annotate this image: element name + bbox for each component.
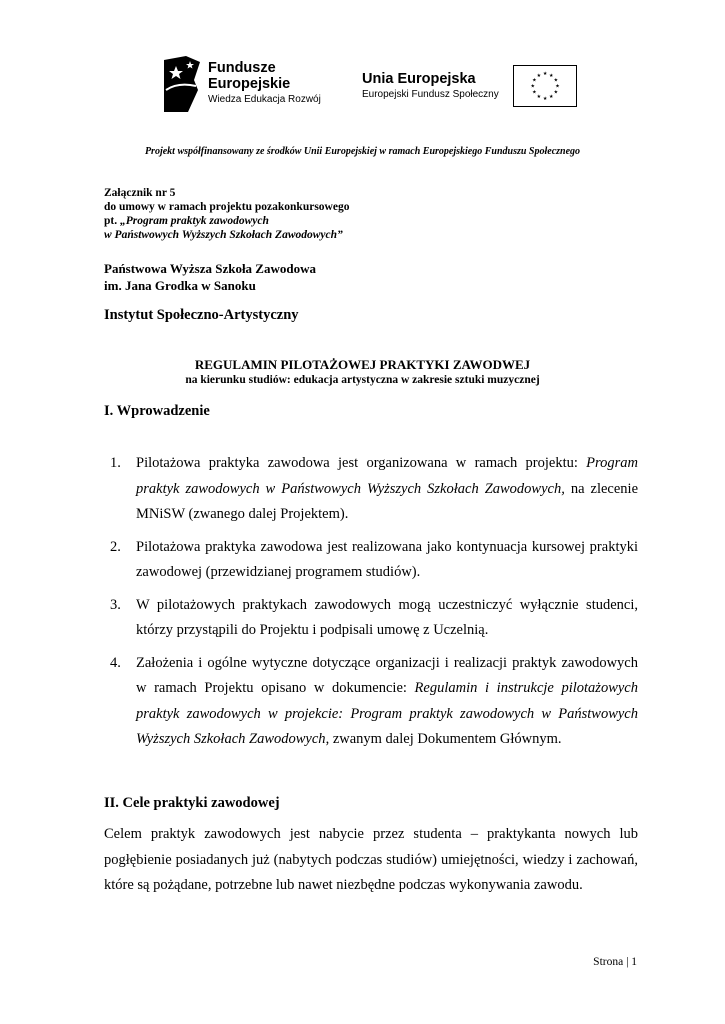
list-item-number: 3.	[110, 596, 121, 613]
attachment-block	[104, 186, 349, 242]
fe-logo-line3: Wiedza Edukacja Rozwój	[208, 94, 321, 105]
list-item-text-end: na zlecenie MNiSW (zwanego dalej Projektem).	[136, 480, 639, 522]
eu-star-icon: ★	[530, 84, 535, 90]
section1-heading: I. Wprowadzenie	[104, 403, 210, 419]
fe-logo-line2: Europejskie	[208, 76, 291, 92]
eu-logo-line1: Unia Europejska	[362, 71, 476, 87]
attachment-line4: w Państwowych Wyższych Szkołach Zawodowych”	[104, 229, 343, 241]
section2-heading: II. Cele praktyki zawodowej	[104, 795, 280, 811]
attachment-line2: do umowy w ramach projektu pozakonkursowego	[104, 201, 350, 213]
list-item-number: 2.	[110, 538, 121, 555]
section1-list	[104, 451, 638, 760]
list-item-text: Pilotażowa praktyka zawodowa jest realizowana jako kontynuacja kursowej praktyki zawodowej (przewidzianej programem studiów).	[136, 538, 638, 580]
eu-star-icon: ★	[542, 72, 548, 78]
section2-paragraph: Celem praktyk zawodowych jest nabycie przez studenta – praktykanta nowych lub pogłębienie posiadanych już (nabytych podczas studiów) umiejętności, wiedzy i zachowań, które są pożądane, potrzebne lub nawet niezbędne podczas wykonywania zawodu.	[104, 826, 638, 893]
attachment-line3	[104, 214, 349, 228]
page-number: Strona | 1	[593, 956, 637, 968]
eu-star-icon: ★	[549, 73, 554, 79]
eu-star-icon: ★	[553, 90, 558, 96]
eu-star-icon: ★	[532, 90, 537, 96]
eu-star-icon: ★	[549, 95, 554, 101]
attachment-line3-italic: „Program praktyk zawodowych	[119, 215, 269, 227]
eu-star-icon: ★	[536, 95, 541, 101]
eu-logo-text	[362, 70, 499, 102]
fe-star-mark-icon	[164, 56, 200, 112]
list-item-italic: Regulamin i instrukcje pilotażowych praktyk zawodowych w projekcie: Program praktyk zawodowych w Państwowych Wyższych Szkołach Zawodowych	[136, 680, 638, 747]
list-item	[104, 451, 638, 528]
fe-logo-text	[208, 60, 321, 107]
institute-name: Instytut Społeczno-Artystyczny	[104, 307, 299, 323]
list-item	[104, 535, 638, 586]
cofinancing-note: Projekt współfinansowany ze środków Unii Europejskiej w ramach Europejskiego Funduszu Społecznego	[144, 146, 581, 157]
eu-flag-icon	[513, 65, 577, 107]
eu-logo-line2: Europejski Fundusz Społeczny	[362, 89, 499, 100]
list-item-text-end: , zwanym dalej Dokumentem Głównym.	[325, 731, 562, 747]
list-item-text: Założenia i ogólne wytyczne dotyczące organizacji i realizacji praktyk zawodowych w ramach Projektu opisano w dokumencie:	[136, 654, 638, 696]
school-line1: Państwowa Wyższa Szkoła Zawodowa	[104, 261, 316, 276]
list-item	[104, 593, 638, 644]
list-item-text: Pilotażowa praktyka zawodowa jest organizowana w ramach projektu:	[136, 455, 587, 471]
eu-star-icon: ★	[553, 78, 558, 84]
eu-star-icon: ★	[532, 78, 537, 84]
attachment-line3-prefix: pt.	[104, 215, 120, 227]
eu-star-icon: ★	[542, 96, 548, 102]
fundusze-europejskie-logo	[164, 56, 324, 114]
attachment-line1: Załącznik nr 5	[104, 187, 176, 199]
school-line2: im. Jana Grodka w Sanoku	[104, 278, 256, 293]
regulation-title: REGULAMIN PILOTAŻOWEJ PRAKTYKI ZAWODWEJ	[194, 357, 531, 372]
eu-star-icon: ★	[536, 73, 541, 79]
school-name	[104, 260, 316, 294]
list-item-number: 1.	[110, 455, 121, 471]
list-item	[104, 651, 638, 753]
list-item-number: 4.	[110, 654, 121, 671]
regulation-subtitle: na kierunku studiów: edukacja artystyczna w zakresie sztuki muzycznej	[185, 374, 540, 386]
fe-logo-line1: Fundusze	[208, 60, 276, 76]
list-item-text: W pilotażowych praktykach zawodowych mogą uczestniczyć wyłącznie studenci, którzy przystąpili do Projektu i podpisali umowę z Uczelnią.	[136, 596, 638, 638]
list-item-italic: Program praktyk zawodowych w Państwowych Wyższych Szkołach Zawodowych,	[136, 455, 638, 497]
eu-star-icon: ★	[555, 84, 560, 90]
